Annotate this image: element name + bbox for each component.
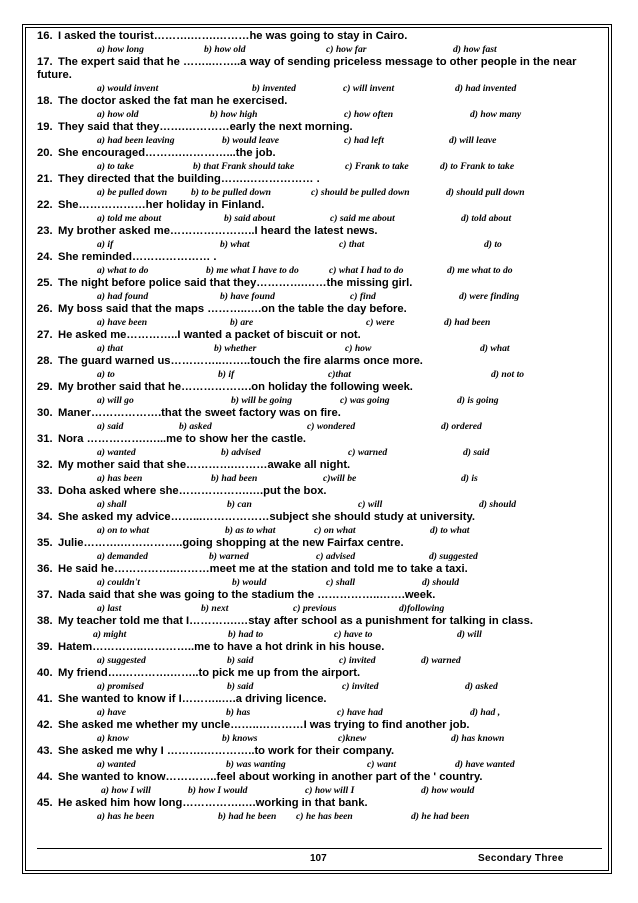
option-d[interactable]: d) suggested (429, 551, 478, 562)
answer-options (37, 758, 602, 771)
question-text: She asked me why I ……….…………..to work for their company. (58, 745, 395, 757)
option-a[interactable]: a) told me about (97, 213, 162, 224)
question-number: 23. (37, 225, 53, 237)
option-b[interactable]: b) would leave (222, 135, 280, 146)
answer-options (37, 472, 602, 485)
question-number: 41. (37, 693, 53, 705)
option-d[interactable]: d) is (461, 473, 478, 484)
question-27 (37, 329, 602, 342)
option-c[interactable]: c) said me about (330, 213, 395, 224)
question-37 (37, 589, 602, 602)
option-d[interactable]: d) should (422, 577, 460, 588)
question-number: 40. (37, 667, 53, 679)
option-d[interactable]: d) said (463, 447, 490, 458)
question-24 (37, 251, 602, 264)
question-text: She asked me whether my uncle……..…………I was trying to find another job. (58, 719, 470, 731)
option-d[interactable]: d) is going (457, 395, 499, 406)
question-number: 25. (37, 277, 53, 289)
option-d[interactable]: d) to what (430, 525, 470, 536)
question-text: The night before police said that they………….……the missing girl. (58, 277, 413, 289)
question-text: She asked my advice……...………………subject she should study at university. (58, 511, 475, 523)
question-number: 35. (37, 537, 53, 549)
option-b[interactable]: b) how I would (188, 785, 248, 796)
answer-options (37, 524, 602, 537)
answer-options (37, 186, 602, 199)
option-c[interactable]: c) he has been (296, 811, 353, 822)
option-a[interactable]: a) said (97, 421, 124, 432)
option-c[interactable]: c) wondered (307, 421, 356, 432)
question-number: 19. (37, 121, 53, 133)
question-44 (37, 771, 602, 784)
answer-options (37, 576, 602, 589)
question-number: 26. (37, 303, 53, 315)
question-38 (37, 615, 602, 628)
question-34 (37, 511, 602, 524)
question-19 (37, 121, 602, 134)
answer-options (37, 43, 602, 56)
option-a[interactable]: a) to (97, 369, 115, 380)
option-a[interactable]: a) how I will (101, 785, 151, 796)
question-text: She encouraged……….…………...the job. (58, 147, 276, 159)
option-d[interactable]: d) will leave (449, 135, 497, 146)
answer-options (37, 732, 602, 745)
option-b[interactable]: b) warned (209, 551, 249, 562)
question-text: The guard warned us…………..……..touch the fire alarms once more. (58, 355, 423, 367)
question-text: My brother said that he……………….on holiday the following week. (58, 381, 413, 393)
option-c[interactable]: c) have had (337, 707, 383, 718)
question-text: Julie……….……………..going shopping at the new Fairfax centre. (58, 537, 404, 549)
question-number: 38. (37, 615, 53, 627)
question-number: 34. (37, 511, 53, 523)
option-c[interactable]: c) advised (316, 551, 356, 562)
question-text: My brother asked me…………………..I heard the latest news. (58, 225, 378, 237)
option-d[interactable]: d) had invented (455, 83, 517, 94)
question-text: The doctor asked the fat man he exercised. (58, 95, 288, 107)
question-43 (37, 745, 602, 758)
question-20 (37, 147, 602, 160)
option-c[interactable]: c) warned (348, 447, 388, 458)
option-a[interactable]: a) on to what (97, 525, 149, 536)
answer-options (37, 394, 602, 407)
answer-options (37, 602, 602, 615)
question-text: My mother said that she………….………awake all night. (58, 459, 351, 471)
option-a[interactable]: a) has been (97, 473, 143, 484)
question-text: My teacher told me that I………….…stay after school as a punishment for talking in class. (58, 615, 533, 627)
option-d[interactable]: d) have wanted (455, 759, 515, 770)
option-c[interactable]: c) shall (326, 577, 356, 588)
question-17 (37, 56, 602, 82)
option-d[interactable]: d) has known (451, 733, 505, 744)
footer-label: Secondary Three (478, 853, 564, 864)
option-c[interactable]: c) how often (344, 109, 394, 120)
option-a[interactable]: a) have (97, 707, 127, 718)
option-a[interactable]: a) couldn't (97, 577, 140, 588)
option-b[interactable]: b) if (218, 369, 235, 380)
question-text: I asked the tourist……….…….………he was going to stay in Cairo. (58, 30, 408, 42)
question-text: She reminded………………… . (58, 251, 217, 263)
question-text: He asked me…………..I wanted a packet of biscuit or not. (58, 329, 361, 341)
answer-options (37, 368, 602, 381)
answer-options (37, 810, 602, 823)
option-b[interactable]: b) are (230, 317, 254, 328)
answer-options (37, 498, 602, 511)
option-a[interactable]: a) had found (97, 291, 149, 302)
option-a[interactable]: a) wanted (97, 447, 136, 458)
option-a[interactable]: a) shall (97, 499, 127, 510)
option-b[interactable]: b) had he been (218, 811, 277, 822)
question-30 (37, 407, 602, 420)
question-text: Doha asked where she……………….….put the box. (58, 485, 327, 497)
question-number: 39. (37, 641, 53, 653)
option-d[interactable]: d) not to (491, 369, 525, 380)
option-d[interactable]: d) had , (470, 707, 501, 718)
question-number: 16. (37, 30, 53, 42)
option-b[interactable]: b) that Frank should take (193, 161, 295, 172)
answer-options (37, 134, 602, 147)
option-a[interactable]: a) wanted (97, 759, 136, 770)
option-b[interactable]: b) how high (210, 109, 258, 120)
question-28 (37, 355, 602, 368)
option-d[interactable]: d) ordered (441, 421, 482, 432)
option-b[interactable]: b) invented (252, 83, 296, 94)
question-29 (37, 381, 602, 394)
option-b[interactable]: b) asked (179, 421, 212, 432)
option-d[interactable]: d) warned (421, 655, 461, 666)
option-a[interactable]: a) how old (97, 109, 139, 120)
option-b[interactable]: b) advised (221, 447, 261, 458)
answer-options (37, 290, 602, 303)
question-text: She wanted to know if I………..….a driving licence. (58, 693, 327, 705)
option-c[interactable]: c) invited (339, 655, 376, 666)
question-16 (37, 30, 602, 43)
question-text: She wanted to know…………..feel about working in another part of the ' country. (58, 771, 483, 783)
option-a[interactable]: a) to take (97, 161, 134, 172)
option-d[interactable]: d) how would (421, 785, 475, 796)
option-d[interactable]: d) me what to do (447, 265, 513, 276)
option-b[interactable]: b) next (201, 603, 229, 614)
question-21 (37, 173, 602, 186)
option-b[interactable]: b) has (226, 707, 251, 718)
option-a[interactable]: a) has he been (97, 811, 155, 822)
option-c[interactable]: c) find (350, 291, 376, 302)
question-number: 31. (37, 433, 53, 445)
question-23 (37, 225, 602, 238)
question-number: 24. (37, 251, 53, 263)
option-d[interactable]: d) had been (444, 317, 491, 328)
answer-options (37, 264, 602, 277)
option-c[interactable]: c) have to (334, 629, 373, 640)
question-text: Hatem…………..…………..me to have a hot drink in his house. (58, 641, 385, 653)
option-b[interactable]: b) whether (214, 343, 257, 354)
question-number: 43. (37, 745, 53, 757)
answer-options (37, 342, 602, 355)
question-33 (37, 485, 602, 498)
question-31 (37, 433, 602, 446)
question-36 (37, 563, 602, 576)
option-d[interactable]: d) asked (465, 681, 498, 692)
option-d[interactable]: d) will (457, 629, 482, 640)
option-a[interactable]: a) might (93, 629, 127, 640)
option-d[interactable]: d) how fast (453, 44, 497, 55)
answer-options (37, 446, 602, 459)
answer-options (37, 628, 602, 641)
option-c[interactable]: c) how (345, 343, 372, 354)
question-41 (37, 693, 602, 706)
option-d[interactable]: d) were finding (459, 291, 520, 302)
option-b[interactable]: b) said (227, 681, 254, 692)
option-a[interactable]: a) would invent (97, 83, 159, 94)
option-b[interactable]: b) had to (228, 629, 264, 640)
question-text: They directed that the building…….……………… . (58, 173, 320, 185)
option-c[interactable]: c) what I had to do (329, 265, 404, 276)
option-b[interactable]: b) will be going (231, 395, 293, 406)
answer-options (37, 420, 602, 433)
option-a[interactable]: a) suggested (97, 655, 146, 666)
option-c[interactable]: c) should be pulled down (311, 187, 410, 198)
question-22 (37, 199, 602, 212)
question-26 (37, 303, 602, 316)
option-d[interactable]: d)following (399, 603, 445, 614)
answer-options (37, 82, 602, 95)
option-c[interactable]: c)that (328, 369, 351, 380)
option-a[interactable]: a) how long (97, 44, 144, 55)
question-text: He said he……………..………meet me at the station and told me to take a taxi. (58, 563, 468, 575)
option-d[interactable]: d) told about (461, 213, 512, 224)
option-b[interactable]: b) had been (211, 473, 258, 484)
question-number: 21. (37, 173, 53, 185)
option-b[interactable]: b) was wanting (226, 759, 286, 770)
question-number: 36. (37, 563, 53, 575)
answer-options (37, 680, 602, 693)
question-text: They said that they…….…………early the next morning. (58, 121, 353, 133)
answer-options (37, 238, 602, 251)
option-a[interactable]: a) demanded (97, 551, 148, 562)
answer-options (37, 784, 602, 797)
question-number: 42. (37, 719, 53, 731)
option-a[interactable]: a) what to do (97, 265, 149, 276)
option-a[interactable]: a) promised (97, 681, 144, 692)
question-number: 18. (37, 95, 53, 107)
answer-options (37, 212, 602, 225)
question-number: 45. (37, 797, 53, 809)
question-number: 37. (37, 589, 53, 601)
question-40 (37, 667, 602, 680)
option-a[interactable]: a) had been leaving (97, 135, 175, 146)
option-c[interactable]: c) were (366, 317, 395, 328)
answer-options (37, 316, 602, 329)
option-b[interactable]: b) have found (220, 291, 275, 302)
option-b[interactable]: b) knows (222, 733, 258, 744)
option-d[interactable]: d) how many (470, 109, 522, 120)
question-number: 28. (37, 355, 53, 367)
option-c[interactable]: c)knew (338, 733, 367, 744)
question-text: My friend….………….……..to pick me up from the airport. (58, 667, 361, 679)
option-d[interactable]: d) he had been (411, 811, 470, 822)
option-c[interactable]: c) that (339, 239, 365, 250)
question-number: 32. (37, 459, 53, 471)
option-b[interactable]: b) what (220, 239, 250, 250)
option-c[interactable]: c) will (358, 499, 383, 510)
option-d[interactable]: d) should pull down (446, 187, 525, 198)
option-b[interactable]: b) me what I have to do (206, 265, 299, 276)
option-d[interactable]: d) should (479, 499, 517, 510)
page-number: 107 (310, 853, 327, 864)
question-text: Nada said that she was going to the stadium the ……………..…….week. (58, 589, 436, 601)
question-25 (37, 277, 602, 290)
option-c[interactable]: c) previous (293, 603, 337, 614)
option-a[interactable]: a) be pulled down (97, 187, 168, 198)
footer-divider (37, 848, 602, 849)
option-b[interactable]: b) said about (224, 213, 276, 224)
question-text: She………………her holiday in Finland. (58, 199, 265, 211)
question-number: 44. (37, 771, 53, 783)
option-d[interactable]: d) to (484, 239, 502, 250)
question-42 (37, 719, 602, 732)
answer-options (37, 706, 602, 719)
question-text: Maner……………….that the sweet factory was on fire. (58, 407, 341, 419)
option-a[interactable]: a) that (97, 343, 123, 354)
question-text: The expert said that he ……..……..a way of sending priceless message to other people in the near future. (37, 56, 577, 81)
question-text: He asked him how long…………….….working in that bank. (58, 797, 368, 809)
option-c[interactable]: c) want (367, 759, 397, 770)
answer-options (37, 550, 602, 563)
question-35 (37, 537, 602, 550)
option-a[interactable]: a) know (97, 733, 129, 744)
option-d[interactable]: d) what (480, 343, 510, 354)
option-c[interactable]: c)will be (323, 473, 357, 484)
answer-options (37, 160, 602, 173)
option-c[interactable]: c) had left (344, 135, 384, 146)
question-text: My boss said that the maps ………..….on the table the day before. (58, 303, 407, 315)
option-c[interactable]: c) Frank to take (345, 161, 409, 172)
question-39 (37, 641, 602, 654)
option-a[interactable]: a) will go (97, 395, 134, 406)
question-number: 27. (37, 329, 53, 341)
question-45 (37, 797, 602, 810)
question-list (37, 30, 602, 823)
option-a[interactable]: a) if (97, 239, 114, 250)
answer-options (37, 108, 602, 121)
question-number: 17. (37, 56, 53, 68)
answer-options (37, 654, 602, 667)
option-b[interactable]: b) can (227, 499, 252, 510)
option-c[interactable]: c) invited (342, 681, 379, 692)
option-b[interactable]: b) would (232, 577, 267, 588)
question-32 (37, 459, 602, 472)
option-b[interactable]: b) said (227, 655, 254, 666)
option-a[interactable]: a) have been (97, 317, 148, 328)
option-c[interactable]: c) how far (326, 44, 367, 55)
question-number: 30. (37, 407, 53, 419)
option-b[interactable]: b) as to what (225, 525, 276, 536)
option-c[interactable]: c) on what (314, 525, 356, 536)
option-c[interactable]: c) will invent (343, 83, 395, 94)
option-a[interactable]: a) last (97, 603, 122, 614)
question-18 (37, 95, 602, 108)
question-number: 33. (37, 485, 53, 497)
option-b[interactable]: b) to be pulled down (191, 187, 271, 198)
question-text: Nora …………….…...me to show her the castle. (58, 433, 307, 445)
question-number: 20. (37, 147, 53, 159)
option-d[interactable]: d) to Frank to take (440, 161, 515, 172)
question-number: 22. (37, 199, 53, 211)
option-c[interactable]: c) was going (340, 395, 390, 406)
option-c[interactable]: c) how will I (305, 785, 355, 796)
question-number: 29. (37, 381, 53, 393)
option-b[interactable]: b) how old (204, 44, 246, 55)
